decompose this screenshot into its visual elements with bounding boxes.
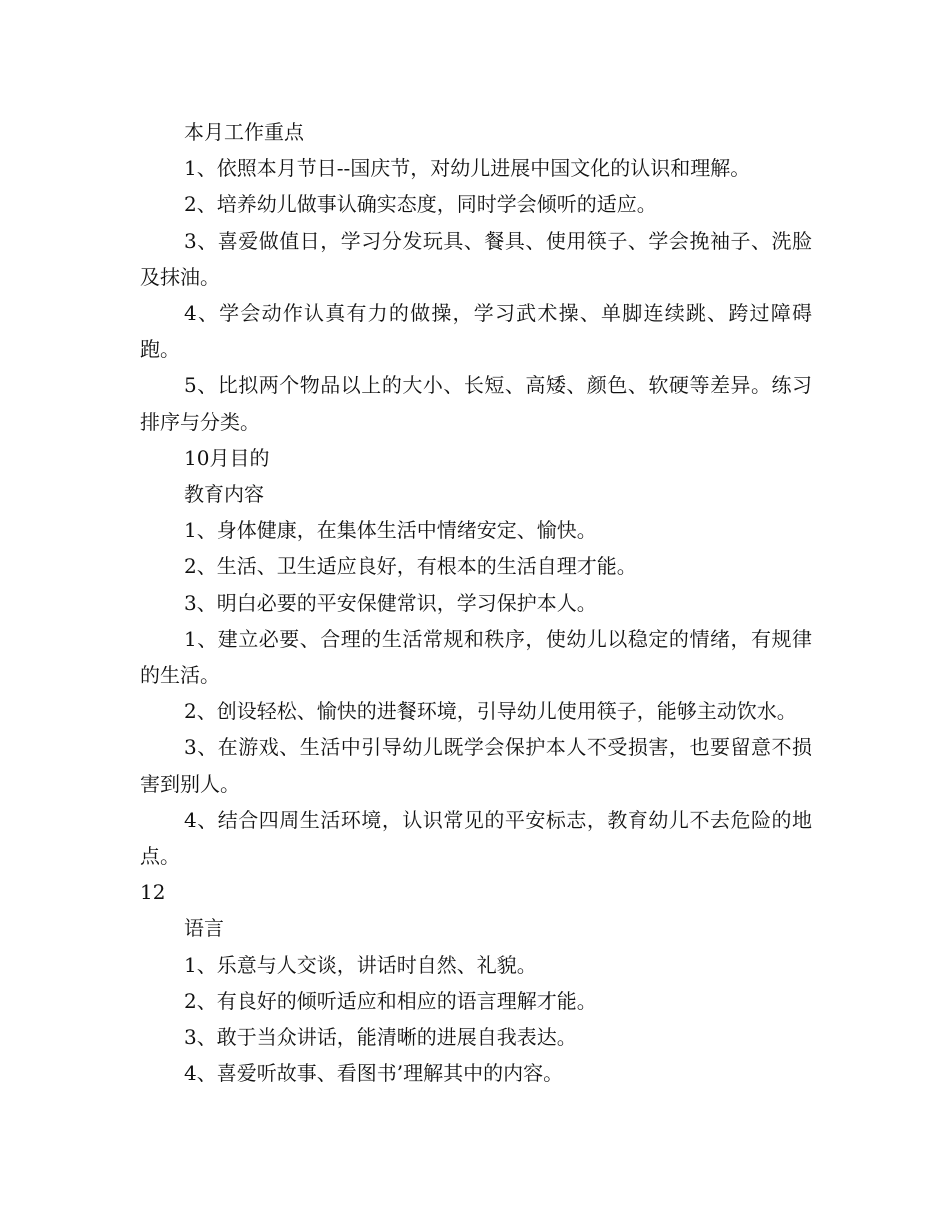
section-heading-monthly-focus: 本月工作重点 [184,120,304,144]
paragraph: 1、乐意与人交谈，讲话时自然、礼貌。 [184,952,537,977]
paragraph: 3、喜爱做值日，学习分发玩具、餐具、使用筷子、学会挽袖子、洗脸及抹油。 [140,228,812,289]
paragraph: 3、敢于当众讲话，能清晰的进展自我表达。 [184,1025,577,1050]
section-heading-october-goals: 10月目的 [184,445,270,470]
paragraph: 2、培养幼儿做事认确实态度，同时学会倾听的适应。 [184,192,657,217]
paragraph: 1、建立必要、合理的生活常规和秩序，使幼儿以稳定的情绪，有规律的生活。 [140,626,812,688]
paragraph: 2、有良好的倾听适应和相应的语言理解才能。 [184,988,597,1013]
paragraph: 4、结合四周生活环境，认识常见的平安标志，教育幼儿不去危险的地点。 [140,807,812,869]
paragraph: 4、学会动作认真有力的做操，学习武术操、单脚连续跳、跨过障碍跑。 [140,301,812,362]
paragraph: 3、明白必要的平安保健常识，学习保护本人。 [184,590,597,615]
paragraph: 1、依照本月节日--国庆节，对幼儿进展中国文化的认识和理解。 [184,156,751,181]
paragraph: 2、生活、卫生适应良好，有根本的生活自理才能。 [184,554,637,579]
paragraph: 1、身体健康，在集体生活中情绪安定、愉快。 [184,518,597,543]
section-heading-language: 语言 [184,916,224,941]
paragraph: 2、创设轻松、愉快的进餐环境，引导幼儿使用筷子，能够主动饮水。 [184,699,797,724]
paragraph: 3、在游戏、生活中引导幼儿既学会保护本人不受损害，也要留意不损害到别人。 [140,735,812,796]
document-body [140,114,812,1091]
paragraph: 5、比拟两个物品以上的大小、长短、高矮、颜色、软硬等差异。练习排序与分类。 [140,373,812,434]
page-number: 12 [140,880,166,905]
section-heading-education-content: 教育内容 [184,482,264,507]
paragraph: 4、喜爱听故事、看图书’理解其中的内容。 [184,1061,564,1086]
